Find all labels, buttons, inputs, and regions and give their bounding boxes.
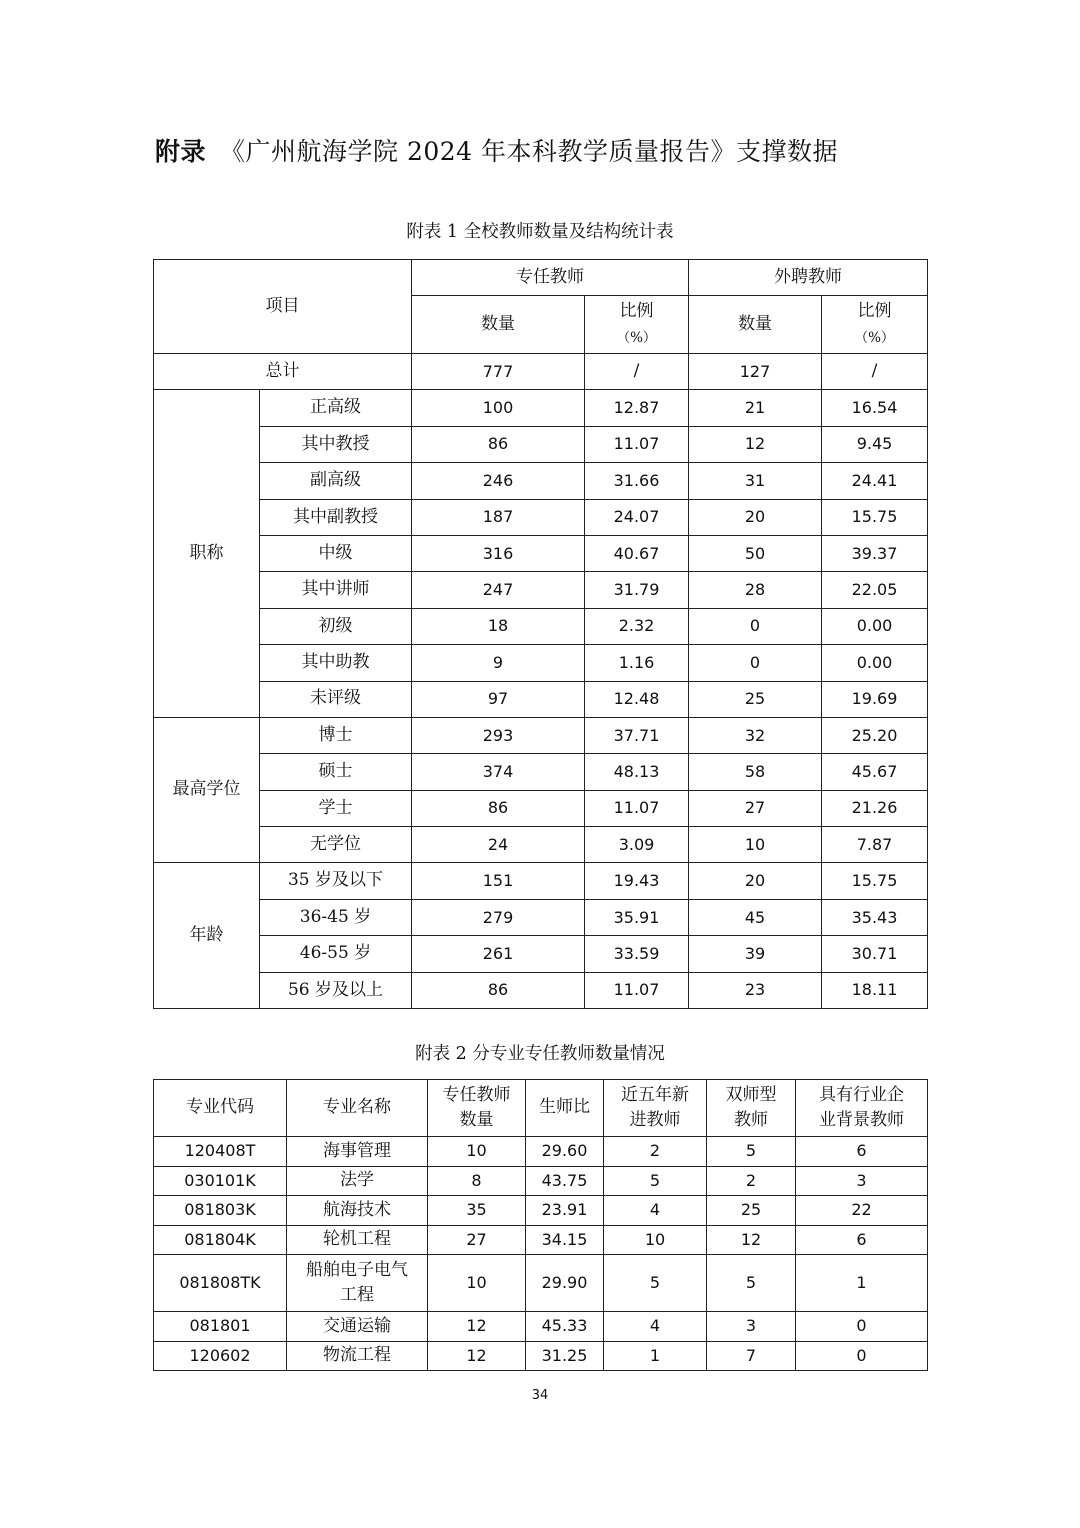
new-teachers-5yr: 5 [604, 1166, 707, 1196]
external-count: 39 [689, 936, 822, 972]
page-number: 34 [531, 1388, 549, 1403]
report-title: 《广州航海学院 2024 年本科教学质量报告》支撑数据 [220, 137, 839, 166]
student-teacher-ratio: 31.25 [526, 1341, 604, 1371]
fulltime-count: 97 [412, 681, 585, 717]
fulltime-ratio: 37.71 [585, 717, 689, 753]
total-row [154, 354, 928, 390]
row-label: 其中副教授 [260, 499, 412, 535]
fulltime-ratio: 11.07 [585, 790, 689, 826]
fulltime-count: 151 [412, 863, 585, 899]
external-ratio: 30.71 [822, 936, 928, 972]
fulltime-count: 9 [412, 645, 585, 681]
industry-background-teachers: 3 [796, 1166, 928, 1196]
table-row [154, 1255, 928, 1312]
fulltime-ratio: 11.07 [585, 972, 689, 1008]
table1-caption: 附表 1 全校教师数量及结构统计表 [406, 222, 674, 242]
column-header: 生师比 [526, 1080, 604, 1137]
table-row [154, 426, 928, 462]
major-name: 交通运输 [287, 1312, 428, 1342]
major-name: 物流工程 [287, 1341, 428, 1371]
external-ratio: 0.00 [822, 645, 928, 681]
major-code: 081804K [154, 1225, 287, 1255]
fulltime-teacher-count: 10 [428, 1137, 526, 1167]
student-teacher-ratio: 45.33 [526, 1312, 604, 1342]
student-teacher-ratio: 43.75 [526, 1166, 604, 1196]
table-row [154, 608, 928, 644]
teacher-structure-table [153, 259, 928, 1009]
dual-qualified-teachers: 12 [707, 1225, 796, 1255]
dual-qualified-teachers: 25 [707, 1196, 796, 1226]
row-label: 46-55 岁 [260, 936, 412, 972]
external-ratio: 25.20 [822, 717, 928, 753]
row-label: 无学位 [260, 827, 412, 863]
dual-qualified-teachers: 5 [707, 1137, 796, 1167]
fulltime-ratio: 24.07 [585, 499, 689, 535]
fulltime-count: 86 [412, 972, 585, 1008]
industry-background-teachers: 0 [796, 1312, 928, 1342]
table-row [154, 1166, 928, 1196]
external-ratio: 24.41 [822, 463, 928, 499]
table-row [154, 1137, 928, 1167]
dual-qualified-teachers: 5 [707, 1255, 796, 1312]
student-teacher-ratio: 23.91 [526, 1196, 604, 1226]
page-title [155, 132, 1015, 168]
new-teachers-5yr: 4 [604, 1196, 707, 1226]
dual-qualified-teachers: 3 [707, 1312, 796, 1342]
fulltime-count: 86 [412, 426, 585, 462]
major-code: 120408T [154, 1137, 287, 1167]
row-label: 博士 [260, 717, 412, 753]
fulltime-teacher-count: 8 [428, 1166, 526, 1196]
industry-background-teachers: 1 [796, 1255, 928, 1312]
row-label: 中级 [260, 535, 412, 571]
external-ratio: 21.26 [822, 790, 928, 826]
group-label: 最高学位 [154, 717, 260, 863]
fulltime-ratio-header: 比例 （%） [585, 296, 689, 354]
major-code: 030101K [154, 1166, 287, 1196]
new-teachers-5yr: 1 [604, 1341, 707, 1371]
fulltime-ratio: 12.87 [585, 390, 689, 426]
fulltime-count: 247 [412, 572, 585, 608]
external-header: 外聘教师 [689, 260, 928, 296]
major-name: 船舶电子电气 工程 [287, 1255, 428, 1312]
table-row [154, 936, 928, 972]
external-count: 20 [689, 499, 822, 535]
table-row [154, 863, 928, 899]
group-label: 年龄 [154, 863, 260, 1009]
external-ratio: 39.37 [822, 535, 928, 571]
table-row [154, 572, 928, 608]
external-ratio: 9.45 [822, 426, 928, 462]
external-count: 0 [689, 645, 822, 681]
row-label: 未评级 [260, 681, 412, 717]
industry-background-teachers: 0 [796, 1341, 928, 1371]
industry-background-teachers: 22 [796, 1196, 928, 1226]
row-label: 学士 [260, 790, 412, 826]
external-count: 31 [689, 463, 822, 499]
table-row [154, 899, 928, 935]
fulltime-teacher-count: 27 [428, 1225, 526, 1255]
fulltime-count: 24 [412, 827, 585, 863]
fulltime-count: 293 [412, 717, 585, 753]
external-count: 50 [689, 535, 822, 571]
total-label: 总计 [154, 354, 412, 390]
major-name: 轮机工程 [287, 1225, 428, 1255]
table-row [154, 754, 928, 790]
appendix-label: 附录 [155, 137, 207, 166]
table2-caption: 附表 2 分专业专任教师数量情况 [415, 1044, 665, 1064]
fulltime-count: 86 [412, 790, 585, 826]
major-code: 120602 [154, 1341, 287, 1371]
external-count: 23 [689, 972, 822, 1008]
table-row [154, 717, 928, 753]
table-row [154, 1341, 928, 1371]
table-row [154, 499, 928, 535]
external-ratio: 22.05 [822, 572, 928, 608]
student-teacher-ratio: 29.60 [526, 1137, 604, 1167]
row-label: 其中讲师 [260, 572, 412, 608]
fulltime-header: 专任教师 [412, 260, 689, 296]
external-ratio: 7.87 [822, 827, 928, 863]
table-row [154, 535, 928, 571]
fulltime-ratio: 31.79 [585, 572, 689, 608]
table-header-row [154, 1080, 928, 1137]
fulltime-ratio: 19.43 [585, 863, 689, 899]
table-row [154, 1225, 928, 1255]
fulltime-ratio: 35.91 [585, 899, 689, 935]
dual-qualified-teachers: 2 [707, 1166, 796, 1196]
fulltime-teacher-count: 35 [428, 1196, 526, 1226]
major-name: 航海技术 [287, 1196, 428, 1226]
major-teacher-table [153, 1079, 928, 1371]
table-row [154, 681, 928, 717]
fulltime-ratio: 1.16 [585, 645, 689, 681]
fulltime-ratio: 40.67 [585, 535, 689, 571]
row-label: 35 岁及以下 [260, 863, 412, 899]
fulltime-ratio: 2.32 [585, 608, 689, 644]
fulltime-teacher-count: 10 [428, 1255, 526, 1312]
fulltime-count: 279 [412, 899, 585, 935]
industry-background-teachers: 6 [796, 1225, 928, 1255]
total-external-count: 127 [689, 354, 822, 390]
fulltime-count: 374 [412, 754, 585, 790]
fulltime-ratio: 48.13 [585, 754, 689, 790]
column-header: 专业名称 [287, 1080, 428, 1137]
table-row [154, 827, 928, 863]
table-row [154, 645, 928, 681]
major-code: 081801 [154, 1312, 287, 1342]
row-label: 初级 [260, 608, 412, 644]
column-header: 具有行业企 业背景教师 [796, 1080, 928, 1137]
external-count: 12 [689, 426, 822, 462]
external-ratio: 15.75 [822, 499, 928, 535]
external-ratio: 16.54 [822, 390, 928, 426]
fulltime-count-header: 数量 [412, 296, 585, 354]
fulltime-count: 246 [412, 463, 585, 499]
fulltime-ratio: 33.59 [585, 936, 689, 972]
fulltime-count: 100 [412, 390, 585, 426]
fulltime-count: 187 [412, 499, 585, 535]
external-ratio: 15.75 [822, 863, 928, 899]
external-count-header: 数量 [689, 296, 822, 354]
row-label: 其中教授 [260, 426, 412, 462]
major-name: 法学 [287, 1166, 428, 1196]
row-label: 其中助教 [260, 645, 412, 681]
fulltime-count: 18 [412, 608, 585, 644]
external-count: 10 [689, 827, 822, 863]
fulltime-ratio: 12.48 [585, 681, 689, 717]
external-ratio: 19.69 [822, 681, 928, 717]
external-ratio: 35.43 [822, 899, 928, 935]
external-count: 28 [689, 572, 822, 608]
row-label: 硕士 [260, 754, 412, 790]
group-label: 职称 [154, 390, 260, 718]
row-label: 36-45 岁 [260, 899, 412, 935]
fulltime-teacher-count: 12 [428, 1341, 526, 1371]
new-teachers-5yr: 10 [604, 1225, 707, 1255]
fulltime-ratio: 31.66 [585, 463, 689, 499]
column-header: 专任教师 数量 [428, 1080, 526, 1137]
table-row [154, 1196, 928, 1226]
external-ratio: 18.11 [822, 972, 928, 1008]
column-header: 近五年新 进教师 [604, 1080, 707, 1137]
external-count: 0 [689, 608, 822, 644]
external-count: 58 [689, 754, 822, 790]
table-row [154, 463, 928, 499]
student-teacher-ratio: 34.15 [526, 1225, 604, 1255]
total-external-ratio: / [822, 354, 928, 390]
table-row [154, 390, 928, 426]
fulltime-count: 261 [412, 936, 585, 972]
fulltime-ratio: 11.07 [585, 426, 689, 462]
external-ratio-header: 比例 （%） [822, 296, 928, 354]
column-header: 双师型 教师 [707, 1080, 796, 1137]
major-code: 081808TK [154, 1255, 287, 1312]
major-code: 081803K [154, 1196, 287, 1226]
row-label: 副高级 [260, 463, 412, 499]
new-teachers-5yr: 4 [604, 1312, 707, 1342]
external-count: 20 [689, 863, 822, 899]
external-count: 25 [689, 681, 822, 717]
fulltime-ratio: 3.09 [585, 827, 689, 863]
row-label: 56 岁及以上 [260, 972, 412, 1008]
new-teachers-5yr: 2 [604, 1137, 707, 1167]
external-count: 27 [689, 790, 822, 826]
external-ratio: 0.00 [822, 608, 928, 644]
table-row [154, 1312, 928, 1342]
external-count: 32 [689, 717, 822, 753]
dual-qualified-teachers: 7 [707, 1341, 796, 1371]
external-count: 45 [689, 899, 822, 935]
external-ratio: 45.67 [822, 754, 928, 790]
total-fulltime-count: 777 [412, 354, 585, 390]
column-header: 专业代码 [154, 1080, 287, 1137]
major-name: 海事管理 [287, 1137, 428, 1167]
table-row [154, 790, 928, 826]
table-row [154, 972, 928, 1008]
new-teachers-5yr: 5 [604, 1255, 707, 1312]
external-count: 21 [689, 390, 822, 426]
fulltime-teacher-count: 12 [428, 1312, 526, 1342]
student-teacher-ratio: 29.90 [526, 1255, 604, 1312]
total-fulltime-ratio: / [585, 354, 689, 390]
row-label: 正高级 [260, 390, 412, 426]
item-header: 项目 [154, 260, 412, 354]
fulltime-count: 316 [412, 535, 585, 571]
industry-background-teachers: 6 [796, 1137, 928, 1167]
